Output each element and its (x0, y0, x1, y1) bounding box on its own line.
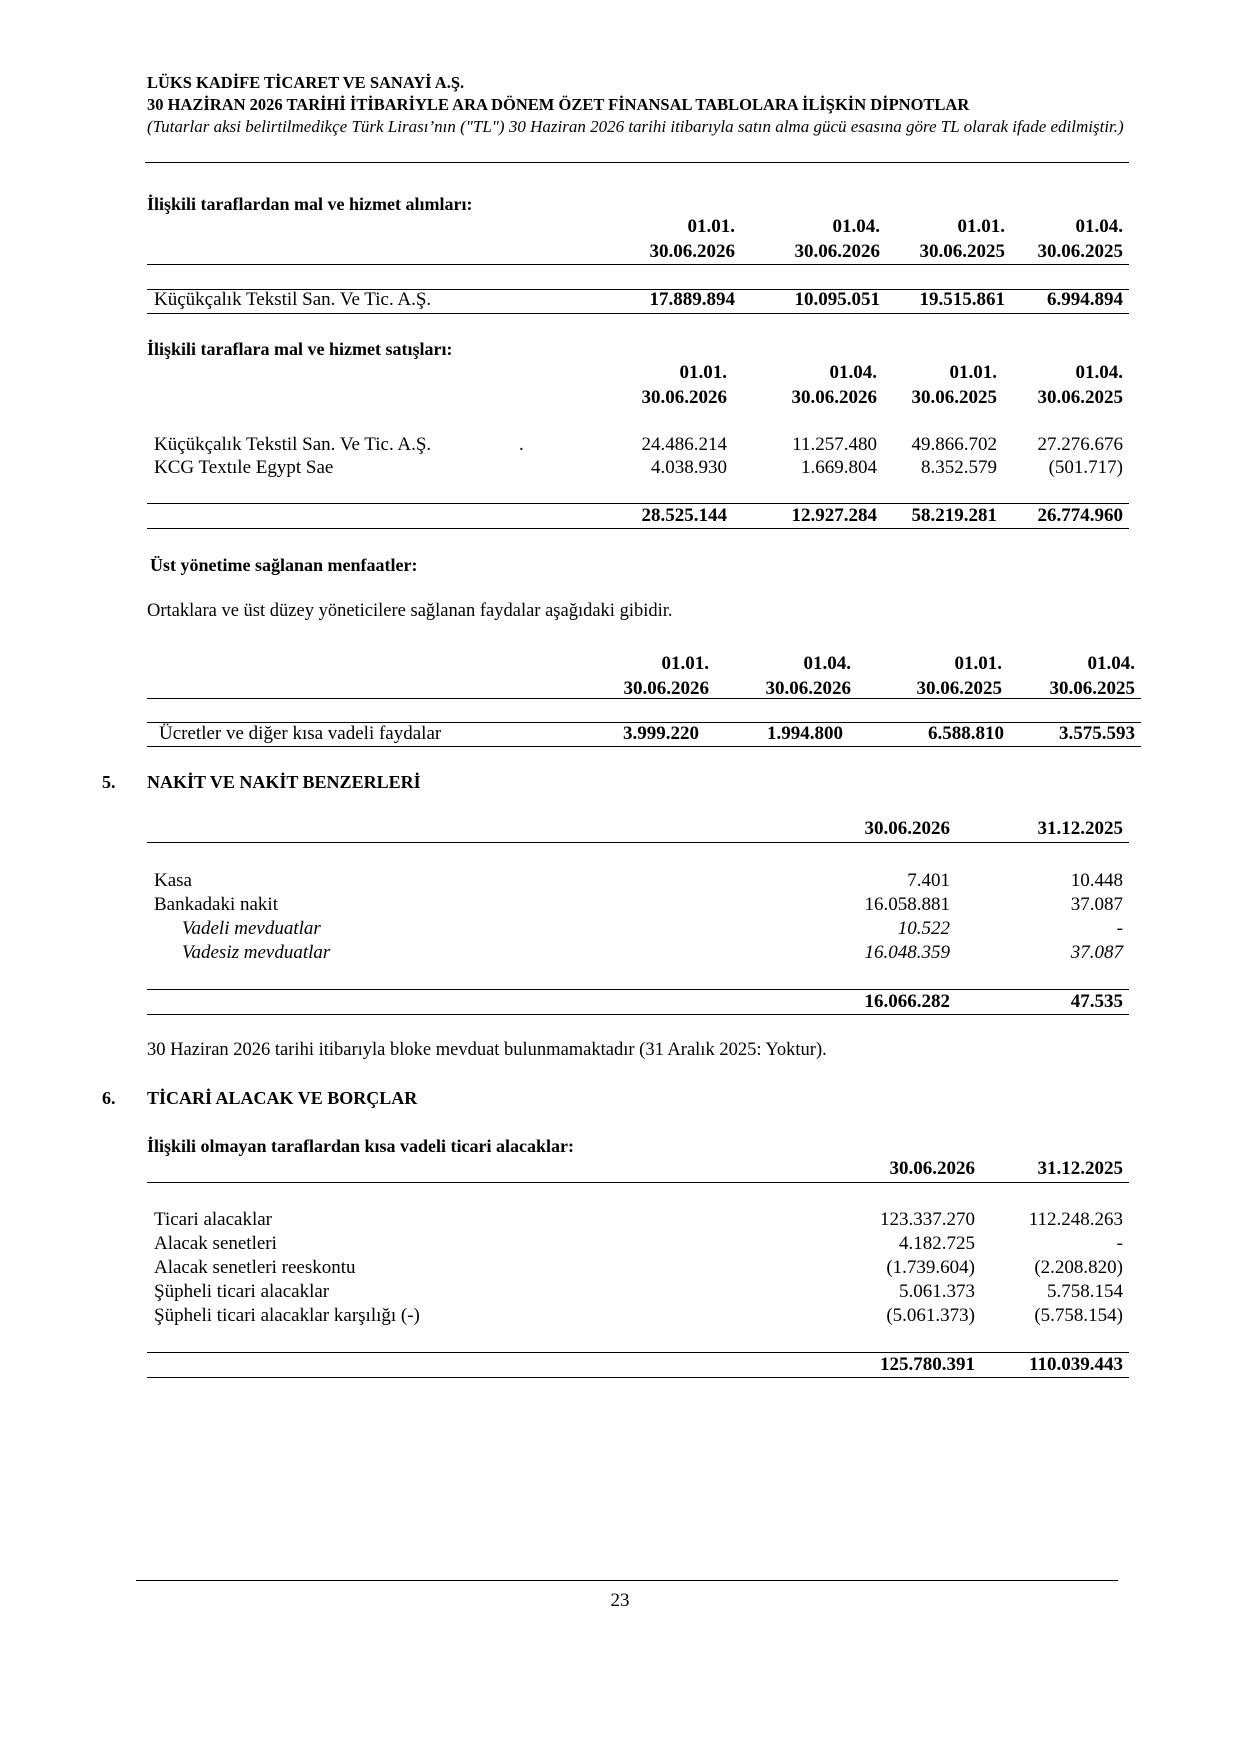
cash-row-demand-deposit-label: Vadesiz mevduatlar (182, 942, 331, 963)
receivables-row-5-label: Şüpheli ticari alacaklar karşılığı (-) (154, 1305, 420, 1326)
currency-note: (Tutarlar aksi belirtilmedikçe Türk Lirası’nın ("TL") 30 Haziran 2026 tarihi itibarıyla satın alma gücü esasına göre TL olarak ifade edilmiştir.) (147, 117, 1124, 136)
purchases-row-label: Küçükçalık Tekstil San. Ve Tic. A.Ş. (154, 289, 432, 310)
benefits-col-1-header: 01.01. 30.06.2026 (623, 653, 709, 699)
sales-row-2-value-2: 1.669.804 (801, 457, 877, 478)
sales-row-1-value-3: 49.866.702 (911, 434, 997, 455)
section-5-col-1-header: 30.06.2026 (864, 818, 950, 839)
sales-row-1-dot: . (519, 434, 524, 455)
receivables-row-3-label: Alacak senetleri reeskontu (154, 1257, 356, 1278)
sales-col-1-header: 01.01. 30.06.2026 (641, 362, 727, 408)
receivables-row-4-label: Şüpheli ticari alacaklar (154, 1281, 330, 1302)
sales-row-1-label: Küçükçalık Tekstil San. Ve Tic. A.Ş. (154, 434, 432, 455)
benefits-row-bottom-rule (147, 746, 1141, 747)
receivables-row-1-value-1: 123.337.270 (880, 1209, 975, 1230)
cash-row-time-deposit-value-1: 10.522 (897, 918, 950, 939)
cash-row-time-deposit-value-2: - (1116, 918, 1123, 939)
purchases-col-2-header: 01.04. 30.06.2026 (794, 216, 880, 262)
sales-title: İlişkili taraflara mal ve hizmet satışları: (147, 339, 453, 359)
section-5-total-bottom-rule (147, 1014, 1129, 1015)
sales-row-2-value-3: 8.352.579 (921, 457, 997, 478)
section-5-total-1: 16.066.282 (864, 991, 950, 1012)
page-header (147, 72, 1127, 138)
sales-total-1: 28.525.144 (641, 505, 727, 526)
section-5-total-top-rule (147, 989, 1129, 990)
cash-row-bank-value-2: 37.087 (1070, 894, 1123, 915)
section-6-col-2-header: 31.12.2025 (1037, 1158, 1123, 1179)
receivables-row-3-value-1: (1.739.604) (886, 1257, 975, 1278)
sales-row-2-value-1: 4.038.930 (651, 457, 727, 478)
sales-total-bottom-rule (147, 528, 1129, 529)
receivables-row-1-value-2: 112.248.263 (1028, 1209, 1123, 1230)
sales-row-2-label: KCG Textıle Egypt Sae (154, 457, 334, 478)
sales-col-3-header: 01.01. 30.06.2025 (911, 362, 997, 408)
benefits-header-rule (147, 698, 1141, 699)
receivables-row-5-value-2: (5.758.154) (1034, 1305, 1123, 1326)
cash-row-demand-deposit-value-1: 16.048.359 (864, 942, 950, 963)
receivables-row-2-value-2: - (1116, 1233, 1123, 1254)
receivables-row-1-label: Ticari alacaklar (154, 1209, 272, 1230)
cash-row-kasa-value-2: 10.448 (1070, 870, 1123, 891)
section-5-col-2-header: 31.12.2025 (1037, 818, 1123, 839)
receivables-row-4-value-1: 5.061.373 (899, 1281, 975, 1302)
cash-row-time-deposit-label: Vadeli mevduatlar (182, 918, 321, 939)
benefits-title: Üst yönetime sağlanan menfaatler: (150, 555, 418, 575)
benefits-row-label: Ücretler ve diğer kısa vadeli faydalar (159, 723, 442, 744)
sales-col-2-header: 01.04. 30.06.2026 (791, 362, 877, 408)
purchases-title: İlişkili taraflardan mal ve hizmet alımları: (147, 194, 473, 214)
benefits-row-value-4: 3.575.593 (1059, 723, 1135, 744)
section-6-total-top-rule (147, 1352, 1129, 1353)
section-6-total-2: 110.039.443 (1029, 1354, 1123, 1375)
section-6-subtitle: İlişkili olmayan taraflardan kısa vadeli ticari alacaklar: (147, 1136, 574, 1156)
section-6-title: TİCARİ ALACAK VE BORÇLAR (147, 1088, 418, 1108)
footer-rule (136, 1580, 1118, 1581)
report-subtitle: 30 HAZİRAN 2026 TARİHİ İTİBARİYLE ARA DÖNEM ÖZET FİNANSAL TABLOLARA İLİŞKİN DİPNOTLAR (147, 95, 970, 114)
section-6-total-bottom-rule (147, 1377, 1129, 1378)
receivables-row-2-label: Alacak senetleri (154, 1233, 277, 1254)
purchases-row-value-4: 6.994.894 (1047, 289, 1123, 310)
cash-row-kasa-value-1: 7.401 (907, 870, 950, 891)
sales-col-4-header: 01.04. 30.06.2025 (1037, 362, 1123, 408)
page-number: 23 (610, 1590, 630, 1611)
purchases-header-rule (147, 264, 1129, 265)
cash-row-bank-value-1: 16.058.881 (864, 894, 950, 915)
benefits-row-value-3: 6.588.810 (928, 723, 1004, 744)
section-6-col-1-header: 30.06.2026 (889, 1158, 975, 1179)
section-5-number: 5. (102, 772, 116, 792)
sales-total-top-rule (147, 503, 1129, 504)
cash-row-bank-label: Bankadaki nakit (154, 894, 278, 915)
cash-row-demand-deposit-value-2: 37.087 (1070, 942, 1123, 963)
receivables-row-5-value-1: (5.061.373) (886, 1305, 975, 1326)
purchases-row-value-3: 19.515.861 (919, 289, 1005, 310)
benefits-intro: Ortaklara ve üst düzey yöneticilere sağlanan faydalar aşağıdaki gibidir. (147, 601, 673, 621)
sales-row-1-value-2: 11.257.480 (792, 434, 877, 455)
section-6-number: 6. (102, 1088, 116, 1108)
section-5-title: NAKİT VE NAKİT BENZERLERİ (147, 772, 421, 792)
receivables-row-2-value-1: 4.182.725 (899, 1233, 975, 1254)
sales-row-1-value-1: 24.486.214 (641, 434, 727, 455)
sales-total-3: 58.219.281 (911, 505, 997, 526)
purchases-col-1-header: 01.01. 30.06.2026 (649, 216, 735, 262)
company-name: LÜKS KADİFE TİCARET VE SANAYİ A.Ş. (147, 73, 465, 92)
receivables-row-3-value-2: (2.208.820) (1034, 1257, 1123, 1278)
benefits-row-value-1: 3.999.220 (623, 723, 699, 744)
purchases-col-3-header: 01.01. 30.06.2025 (919, 216, 1005, 262)
section-5-header-rule (147, 842, 1129, 843)
sales-row-2-value-4: (501.717) (1048, 457, 1123, 478)
benefits-col-2-header: 01.04. 30.06.2026 (765, 653, 851, 699)
purchases-row-value-1: 17.889.894 (649, 289, 735, 310)
sales-total-2: 12.927.284 (791, 505, 877, 526)
receivables-row-4-value-2: 5.758.154 (1047, 1281, 1123, 1302)
purchases-row-value-2: 10.095.051 (794, 289, 880, 310)
benefits-row-value-2: 1.994.800 (767, 723, 843, 744)
purchases-row-bottom-rule (147, 313, 1129, 314)
section-6-total-1: 125.780.391 (880, 1354, 975, 1375)
header-rule (145, 162, 1129, 163)
section-6-header-rule (147, 1182, 1129, 1183)
section-5-total-2: 47.535 (1070, 991, 1123, 1012)
benefits-col-4-header: 01.04. 30.06.2025 (1049, 653, 1135, 699)
section-5-note: 30 Haziran 2026 tarihi itibarıyla bloke mevduat bulunmamaktadır (31 Aralık 2025: Yoktur). (147, 1040, 827, 1060)
sales-row-1-value-4: 27.276.676 (1037, 434, 1123, 455)
cash-row-kasa-label: Kasa (154, 870, 192, 891)
benefits-col-3-header: 01.01. 30.06.2025 (916, 653, 1002, 699)
sales-total-4: 26.774.960 (1037, 505, 1123, 526)
purchases-col-4-header: 01.04. 30.06.2025 (1037, 216, 1123, 262)
